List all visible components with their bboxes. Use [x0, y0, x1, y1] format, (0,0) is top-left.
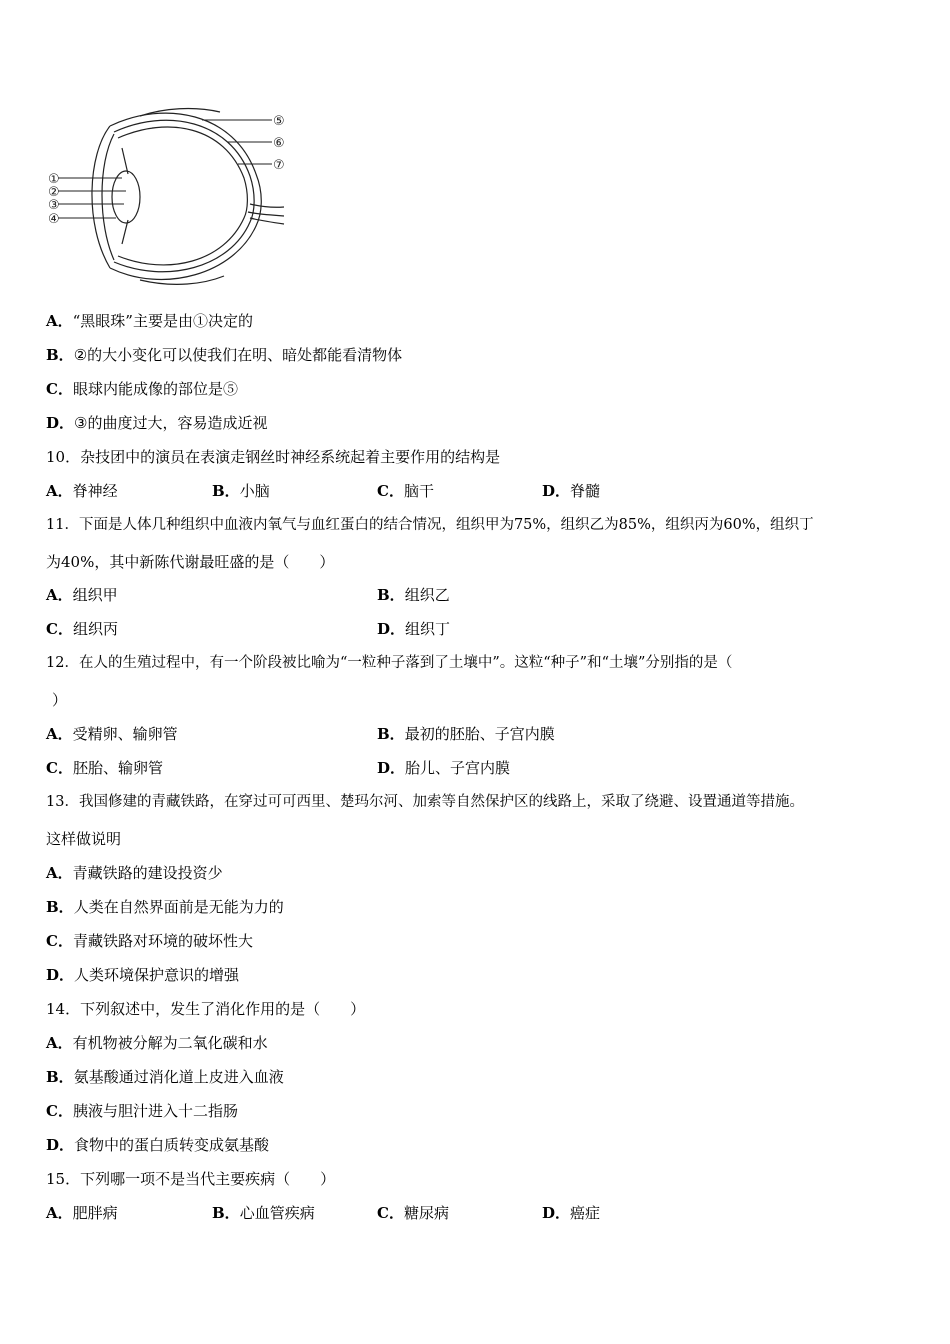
- label-4: ④: [48, 212, 60, 227]
- option-text: 人类环境保护意识的增强: [74, 966, 240, 984]
- option-letter: A．: [46, 482, 73, 500]
- q14-option-b: [46, 1067, 284, 1087]
- option-letter: C．: [46, 932, 73, 950]
- q13-option-d: [46, 965, 239, 985]
- option-letter: C．: [46, 1102, 73, 1120]
- q11-stem-line1: 11．下面是人体几种组织中血液内氧气与血红蛋白的结合情况，组织甲为75%，组织乙为85%，组织丙为60%，组织丁: [46, 517, 814, 533]
- option-letter: D．: [377, 620, 406, 638]
- option-text: 有机物被分解为二氧化碳和水: [72, 1034, 268, 1052]
- q12-option-d: [377, 758, 510, 778]
- q14-stem: 14．下列叙述中，发生了消化作用的是（ ）: [46, 1000, 366, 1018]
- option-text: 组织乙: [404, 586, 450, 604]
- option-letter: C．: [46, 759, 73, 777]
- q15-stem: 15．下列哪一项不是当代主要疾病（ ）: [46, 1170, 336, 1188]
- q9-option-d: [46, 413, 267, 433]
- q12-stem-line1: 12．在人的生殖过程中，有一个阶段被比喻为“一粒种子落到了土壤中”。这粒“种子”和“土壤”分别指的是（: [46, 655, 733, 671]
- option-text: 氨基酸通过消化道上皮进入血液: [73, 1068, 284, 1086]
- option-text: 食物中的蛋白质转变成氨基酸: [74, 1136, 270, 1154]
- q11-option-c: [46, 619, 118, 639]
- option-letter: C．: [46, 380, 73, 398]
- option-text: 癌症: [570, 1204, 601, 1222]
- q15-option-d: [542, 1203, 600, 1223]
- option-letter: C．: [377, 482, 404, 500]
- q12-option-a: [46, 724, 178, 744]
- option-text: “黑眼珠”主要是由①决定的: [72, 312, 253, 330]
- q12-option-b: [377, 724, 555, 744]
- option-letter: D．: [46, 414, 75, 432]
- q11-option-b: [377, 585, 450, 605]
- option-text: 糖尿病: [403, 1204, 449, 1222]
- q14-option-a: [46, 1033, 268, 1053]
- option-text: 胎儿、子宫内膜: [405, 759, 511, 777]
- option-text: 心血管疾病: [239, 1204, 315, 1222]
- q14-option-d: [46, 1135, 269, 1155]
- option-text: ②的大小变化可以使我们在明、暗处都能看清物体: [73, 346, 403, 364]
- q10-option-b: [212, 481, 270, 501]
- option-text: 人类在自然界面前是无能为力的: [73, 898, 284, 916]
- q11-stem-line2: 为40%，其中新陈代谢最旺盛的是（ ）: [46, 553, 335, 571]
- option-text: 受精卵、输卵管: [72, 725, 178, 743]
- q10-option-d: [542, 481, 600, 501]
- label-1: ①: [48, 172, 60, 187]
- q13-stem-line2: 这样做说明: [46, 830, 122, 848]
- option-letter: B．: [377, 725, 405, 743]
- label-2: ②: [48, 185, 60, 200]
- option-letter: D．: [542, 1204, 571, 1222]
- option-letter: D．: [46, 1136, 75, 1154]
- option-text: 组织丁: [405, 620, 451, 638]
- option-text: 肥胖病: [72, 1204, 118, 1222]
- option-letter: D．: [542, 482, 571, 500]
- option-letter: D．: [46, 966, 75, 984]
- option-letter: B．: [46, 1068, 74, 1086]
- q12-stem-line2: ）: [52, 691, 68, 709]
- q14-option-c: [46, 1101, 238, 1121]
- q13-option-c: [46, 931, 253, 951]
- option-text: 脊髓: [570, 482, 601, 500]
- option-letter: A．: [46, 586, 73, 604]
- q13-stem-line1: 13．我国修建的青藏铁路，在穿过可可西里、楚玛尔河、加索等自然保护区的线路上，采取了绕避、设置通道等措施。: [46, 794, 804, 810]
- option-text: 青藏铁路的建设投资少: [72, 864, 223, 882]
- label-6: ⑥: [273, 136, 285, 151]
- q11-option-a: [46, 585, 118, 605]
- option-text: 脑干: [403, 482, 434, 500]
- q10-option-c: [377, 481, 434, 501]
- option-text: 最初的胚胎、子宫内膜: [404, 725, 555, 743]
- option-letter: B．: [46, 898, 74, 916]
- option-text: 胰液与胆汁进入十二指肠: [72, 1102, 238, 1120]
- q11-option-d: [377, 619, 450, 639]
- option-text: 小脑: [239, 482, 270, 500]
- label-5: ⑤: [273, 114, 285, 129]
- label-7: ⑦: [273, 158, 285, 173]
- option-text: 组织甲: [72, 586, 118, 604]
- option-letter: C．: [377, 1204, 404, 1222]
- option-letter: A．: [46, 312, 73, 330]
- q13-option-a: [46, 863, 223, 883]
- option-text: 眼球内能成像的部位是⑤: [72, 380, 238, 398]
- q10-option-a: [46, 481, 118, 501]
- option-letter: A．: [46, 1034, 73, 1052]
- option-letter: B．: [212, 1204, 240, 1222]
- option-text: 胚胎、输卵管: [72, 759, 163, 777]
- option-text: 青藏铁路对环境的破坏性大: [72, 932, 253, 950]
- option-letter: A．: [46, 1204, 73, 1222]
- option-text: 组织丙: [72, 620, 118, 638]
- option-letter: B．: [377, 586, 405, 604]
- label-3: ③: [48, 198, 60, 213]
- q15-option-a: [46, 1203, 118, 1223]
- q13-option-b: [46, 897, 284, 917]
- q10-stem: 10．杂技团中的演员在表演走钢丝时神经系统起着主要作用的结构是: [46, 448, 501, 466]
- q12-option-c: [46, 758, 163, 778]
- q15-option-c: [377, 1203, 449, 1223]
- option-letter: B．: [46, 346, 74, 364]
- option-letter: A．: [46, 864, 73, 882]
- option-text: 脊神经: [72, 482, 118, 500]
- option-letter: D．: [377, 759, 406, 777]
- q9-option-a: [46, 311, 253, 331]
- option-letter: B．: [212, 482, 240, 500]
- option-letter: C．: [46, 620, 73, 638]
- option-letter: A．: [46, 725, 73, 743]
- q9-option-c: [46, 379, 238, 399]
- eye-diagram: [44, 104, 292, 290]
- q15-option-b: [212, 1203, 315, 1223]
- option-text: ③的曲度过大，容易造成近视: [74, 414, 268, 432]
- q9-option-b: [46, 345, 402, 365]
